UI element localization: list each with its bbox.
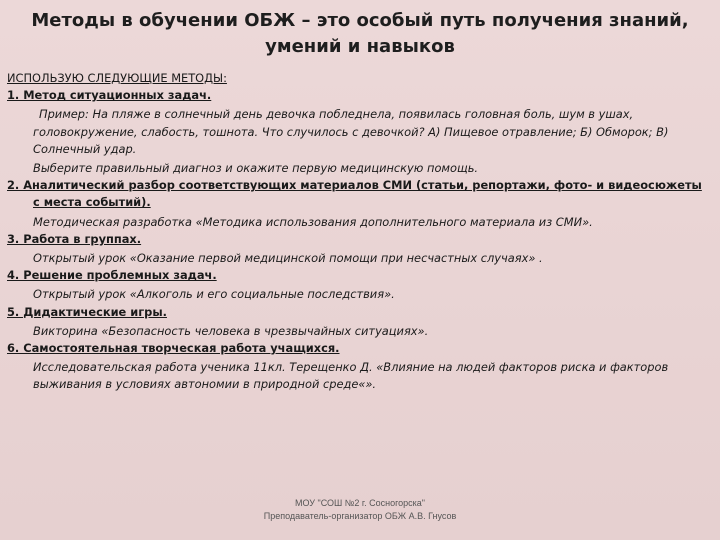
slide-title-line-2: умений и навыков [265,36,455,57]
method-4-desc: Открытый урок «Алкоголь и его социальные последствия». [33,287,395,302]
slide-content [7,70,712,394]
method-5-desc: Викторина «Безопасность человека в чрезвычайных ситуациях». [33,323,429,338]
method-1-title: 1. Метод ситуационных задач. [7,88,212,103]
method-2 [7,177,712,231]
method-3-title: 3. Работа в группах. [7,231,142,246]
method-5 [7,304,712,340]
method-1-task: Выберите правильный диагноз и окажите первую медицинскую помощь. [33,161,479,176]
method-2-title: 2. Аналитический разбор соответствующих материалов СМИ (статьи, репортажи, фото- и видеосюжеты с места событий). [7,178,702,210]
method-4 [7,267,712,303]
method-1-example: Пример: На пляже в солнечный день девочка побледнела, появилась головная боль, шум в ушах, головокружение, слабость, тошнота. Что случилось с девочкой? А) Пищевое отравление; Б) Обморок; В) Солнечный удар. [33,107,669,156]
footer-teacher: Преподаватель-организатор ОБЖ А.В. Гнусов [263,511,457,521]
slide-title [20,8,700,60]
footer-school: МОУ "СОШ №2 г. Сосногорска" [294,498,426,508]
method-5-title: 5. Дидактические игры. [7,304,167,319]
slide-title-line-1: Методы в обучении ОБЖ – это особый путь получения знаний, [31,10,689,31]
slide-footer [0,497,720,523]
method-4-title: 4. Решение проблемных задач. [7,268,217,283]
method-3-desc: Открытый урок «Оказание первой медицинской помощи при несчастных случаях» . [33,251,543,266]
method-6-title: 6. Самостоятельная творческая работа учащихся. [7,341,340,356]
method-6 [7,340,712,394]
method-6-desc: Исследовательская работа ученика 11кл. Терещенко Д. «Влияние на людей факторов риска и факторов выживания в условиях автономии в природной среде«». [33,360,669,392]
method-3 [7,231,712,267]
method-2-desc: Методическая разработка «Методика использования дополнительного материала из СМИ». [33,214,593,229]
methods-heading: ИСПОЛЬЗУЮ СЛЕДУЮЩИЕ МЕТОДЫ: [7,71,227,85]
method-1 [7,87,712,177]
